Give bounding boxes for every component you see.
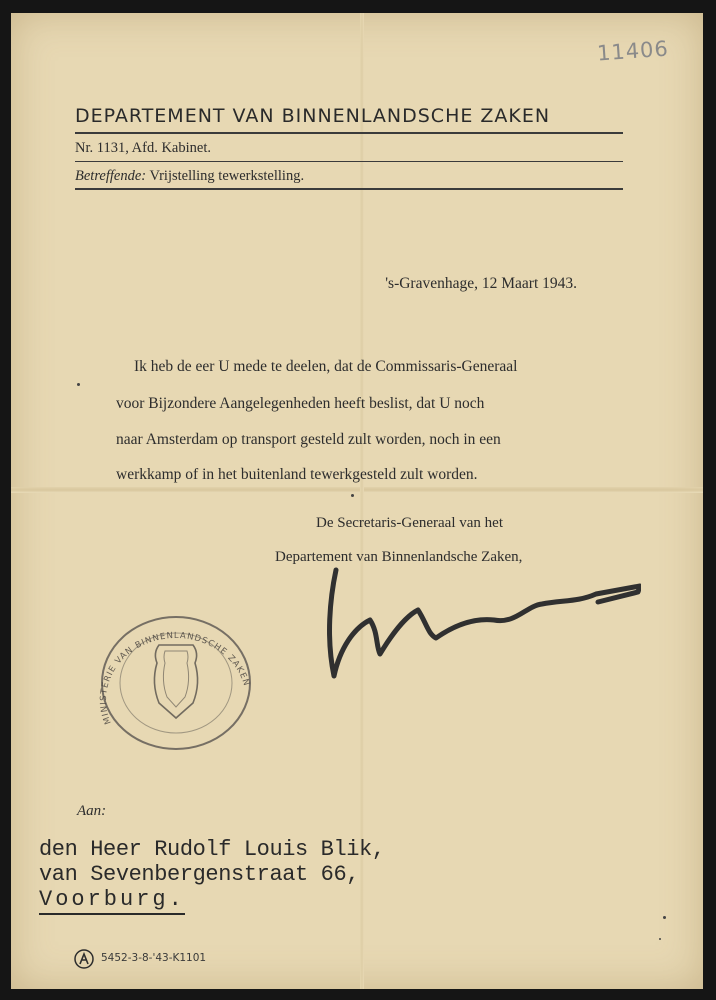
subject-line <box>75 168 304 185</box>
department-stamp <box>81 603 271 753</box>
subject-rule <box>75 188 623 190</box>
subject-text: Vrijstelling tewerkstelling. <box>149 168 305 184</box>
body-line: werkkamp of in het buitenland tewerkgesteld zult worden. <box>116 466 478 483</box>
date-line: 's-Gravenhage, 12 Maart 1943. <box>385 275 577 292</box>
print-code: 5452-3-8-'43-K1101 <box>101 952 207 964</box>
recipient-label: Aan: <box>77 803 107 819</box>
recipient-city-line <box>39 887 185 912</box>
ink-speck <box>351 494 354 497</box>
ink-speck <box>663 916 666 919</box>
recipient-name: den Heer Rudolf Louis Blik, <box>39 837 385 862</box>
svg-text:MINISTERIE VAN BINNENLANDSCHE: MINISTERIE VAN BINNENLANDSCHE ZAKEN <box>98 630 252 726</box>
archive-number: 11406 <box>596 36 670 66</box>
subject-label: Betreffende: <box>75 168 147 184</box>
handwritten-signature <box>306 558 641 683</box>
ink-speck <box>659 938 661 940</box>
body-line: voor Bijzondere Aangelegenheden heeft beslist, dat U noch <box>116 395 485 412</box>
horizontal-fold <box>11 487 703 493</box>
ink-speck <box>77 383 80 386</box>
ministry-heading: DEPARTEMENT VAN BINNENLANDSCHE ZAKEN <box>75 105 551 127</box>
heading-rule <box>75 132 623 134</box>
recipient-city: Voorburg. <box>39 887 185 915</box>
document-sheet <box>11 13 703 989</box>
printer-logo-icon <box>74 949 94 969</box>
reference-rule <box>75 161 623 162</box>
signatory-department: Departement van Binnenlandsche Zaken, <box>275 549 523 565</box>
reference-number: Nr. 1131, Afd. Kabinet. <box>75 140 211 156</box>
signatory-title: De Secretaris-Generaal van het <box>316 515 503 531</box>
body-line: Ik heb de eer U mede te deelen, dat de Commissaris-Generaal <box>134 358 518 375</box>
body-line: naar Amsterdam op transport gesteld zult worden, noch in een <box>116 431 501 448</box>
recipient-street: van Sevenbergenstraat 66, <box>39 862 360 887</box>
